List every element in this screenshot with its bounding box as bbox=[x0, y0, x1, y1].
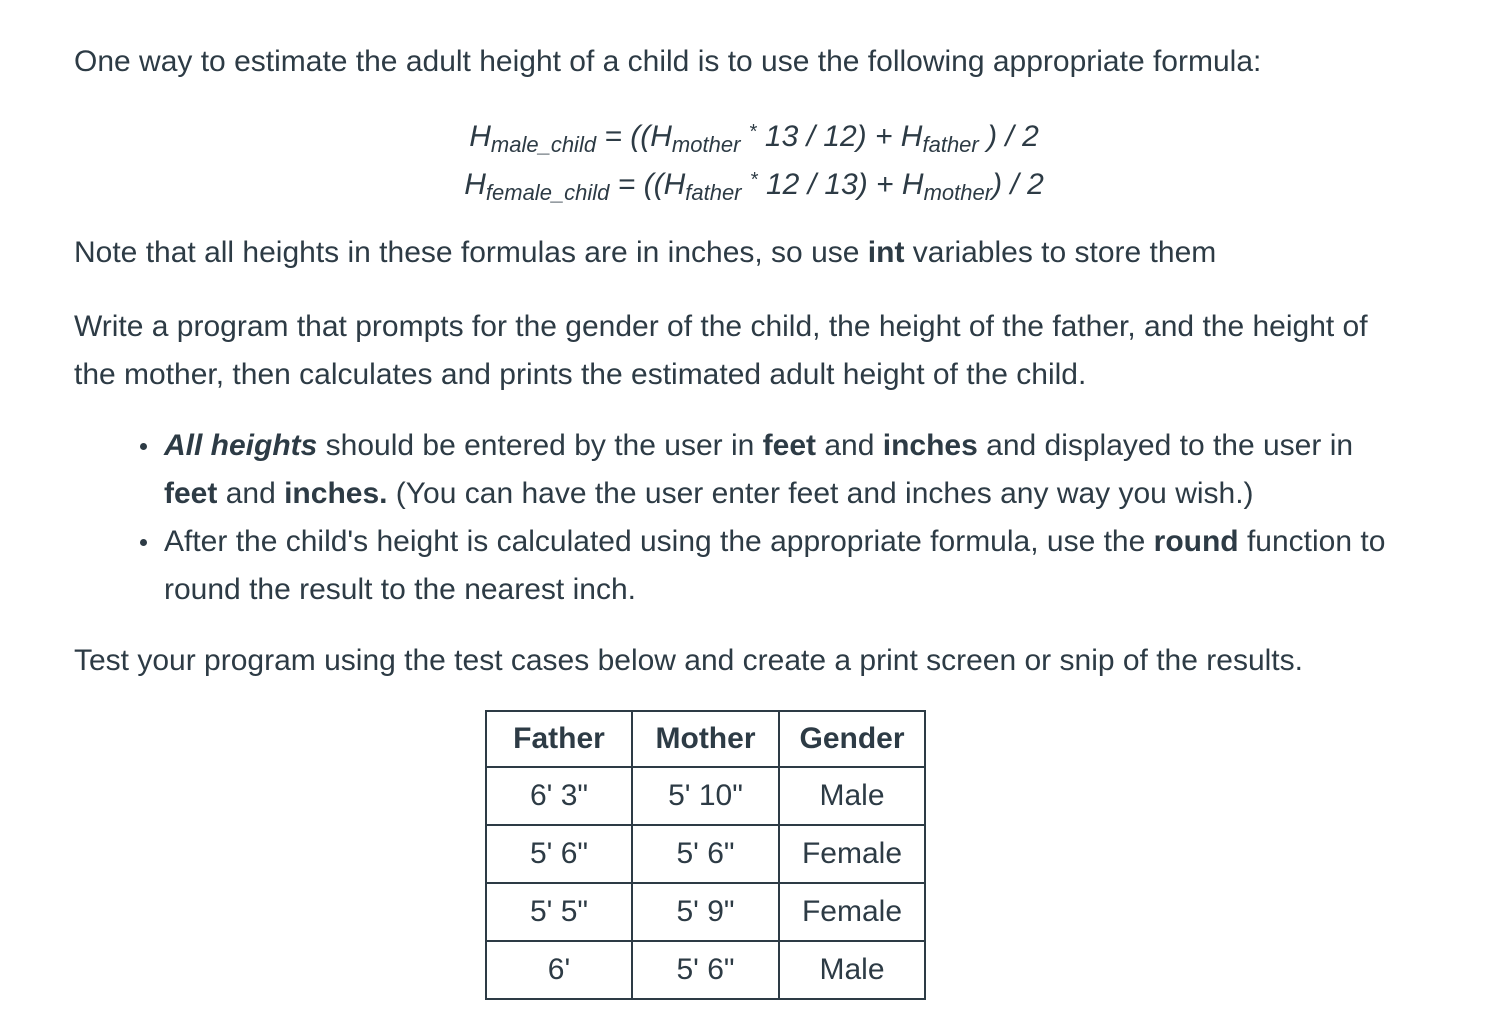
table-header-row bbox=[486, 711, 925, 767]
note-text: Note that all heights in these formulas are in inches, so use int variables to store them bbox=[74, 236, 1217, 269]
cell-gender: Male bbox=[779, 941, 925, 999]
cell-father: 5' 5" bbox=[486, 883, 632, 941]
cell-mother: 5' 10" bbox=[632, 767, 779, 825]
test-instructions: Test your program using the test cases below and create a print screen or snip of the results. bbox=[74, 644, 1303, 677]
intro-text: One way to estimate the adult height of a child is to use the following appropriate formula: bbox=[74, 45, 1262, 78]
table-row bbox=[486, 941, 925, 999]
cell-mother: 5' 9" bbox=[632, 883, 779, 941]
list-item: All heights should be entered by the user in feet and inches and displayed to the user in feet and inches. (You can have the user enter feet and inches any way you wish.) bbox=[164, 422, 1404, 518]
header-mother: Mother bbox=[632, 711, 779, 767]
program-instructions: Write a program that prompts for the gender of the child, the height of the father, and the height of the mother, then calculates and prints the estimated adult height of the child. bbox=[74, 310, 1368, 391]
cell-father: 5' 6" bbox=[486, 825, 632, 883]
cell-gender: Female bbox=[779, 883, 925, 941]
table-row bbox=[486, 883, 925, 941]
female-child-formula: $H_{female\_child} = ((H_{father}$ * $12 / 13) + H_{mother}) / 2$ bbox=[464, 168, 1044, 205]
table-row bbox=[486, 767, 925, 825]
cell-gender: Female bbox=[779, 825, 925, 883]
cell-father: 6' 3" bbox=[486, 767, 632, 825]
cell-mother: 5' 6" bbox=[632, 825, 779, 883]
list-item: After the child's height is calculated using the appropriate formula, use the round function to round the result to the nearest inch. bbox=[164, 518, 1404, 614]
table-row bbox=[486, 825, 925, 883]
header-gender: Gender bbox=[779, 711, 925, 767]
requirements-list bbox=[164, 422, 1404, 614]
cell-mother: 5' 6" bbox=[632, 941, 779, 999]
male-child-formula: $H_{male\_child} = ((H_{mother}$ * $13 / 12) + H_{father}$ ) / 2 bbox=[469, 120, 1039, 157]
header-father: Father bbox=[486, 711, 632, 767]
test-cases-table bbox=[485, 710, 926, 1000]
cell-father: 6' bbox=[486, 941, 632, 999]
cell-gender: Male bbox=[779, 767, 925, 825]
